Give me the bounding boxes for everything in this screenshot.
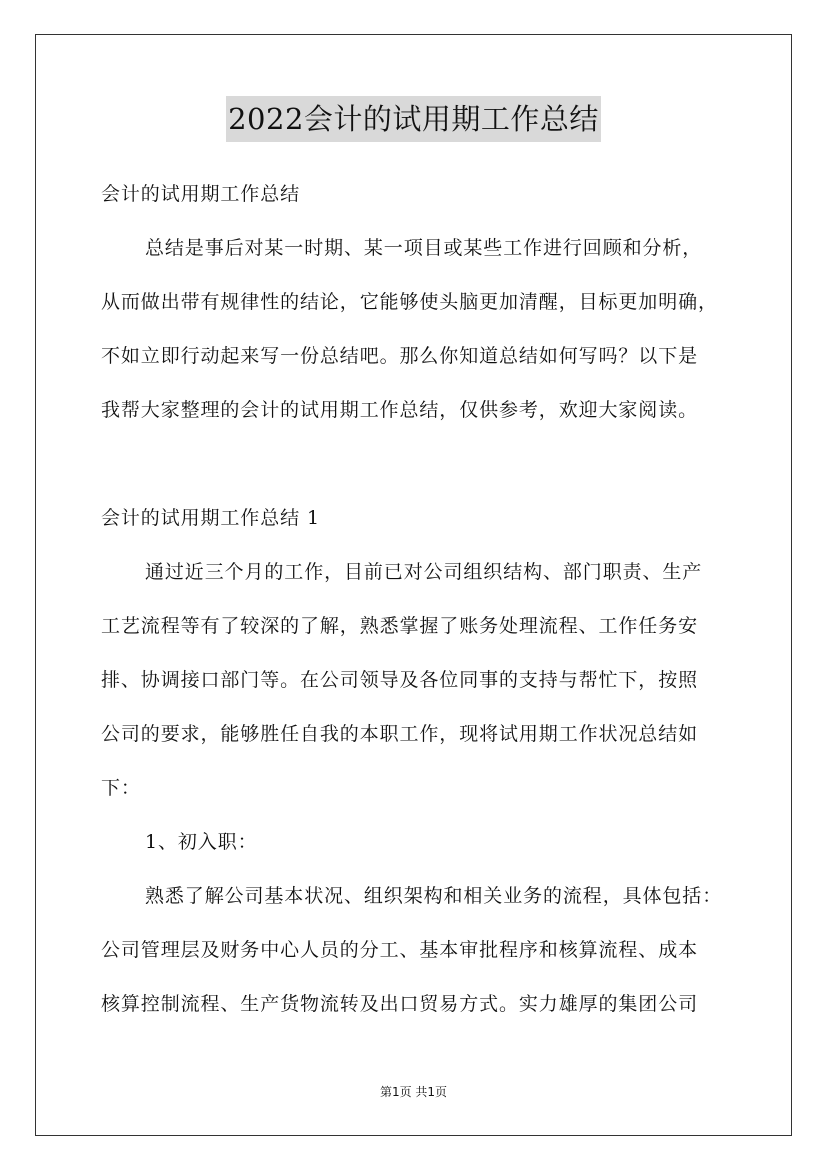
item-heading: 1、初入职：	[145, 831, 258, 853]
section-heading: 会计的试用期工作总结 1	[101, 507, 320, 529]
paragraph-line: 熟悉了解公司基本状况、组织架构和相关业务的流程，具体包括：	[145, 885, 723, 907]
intro-line: 不如立即行动起来写一份总结吧。那么你知道总结如何写吗？以下是	[101, 345, 699, 367]
intro-line: 总结是事后对某一时期、某一项目或某些工作进行回顾和分析，	[145, 237, 703, 259]
title-container	[0, 96, 827, 142]
paragraph-line: 核算控制流程、生产货物流转及出口贸易方式。实力雄厚的集团公司	[101, 993, 699, 1015]
intro-line: 我帮大家整理的会计的试用期工作总结，仅供参考，欢迎大家阅读。	[101, 399, 699, 421]
document-title: 2022会计的试用期工作总结	[226, 96, 601, 142]
paragraph-line: 下：	[101, 777, 141, 799]
paragraph-line: 公司管理层及财务中心人员的分工、基本审批程序和核算流程、成本	[101, 939, 699, 961]
paragraph-line: 公司的要求，能够胜任自我的本职工作，现将试用期工作状况总结如	[101, 723, 699, 745]
paragraph-line: 通过近三个月的工作，目前已对公司组织结构、部门职责、生产	[145, 561, 703, 583]
intro-line: 从而做出带有规律性的结论，它能够使头脑更加清醒，目标更加明确，	[101, 291, 718, 313]
page-footer: 第1页 共1页	[379, 1085, 448, 1099]
paragraph-line: 工艺流程等有了较深的了解，熟悉掌握了账务处理流程、工作任务安	[101, 615, 699, 637]
subtitle: 会计的试用期工作总结	[101, 183, 301, 205]
paragraph-line: 排、协调接口部门等。在公司领导及各位同事的支持与帮忙下，按照	[101, 669, 699, 691]
